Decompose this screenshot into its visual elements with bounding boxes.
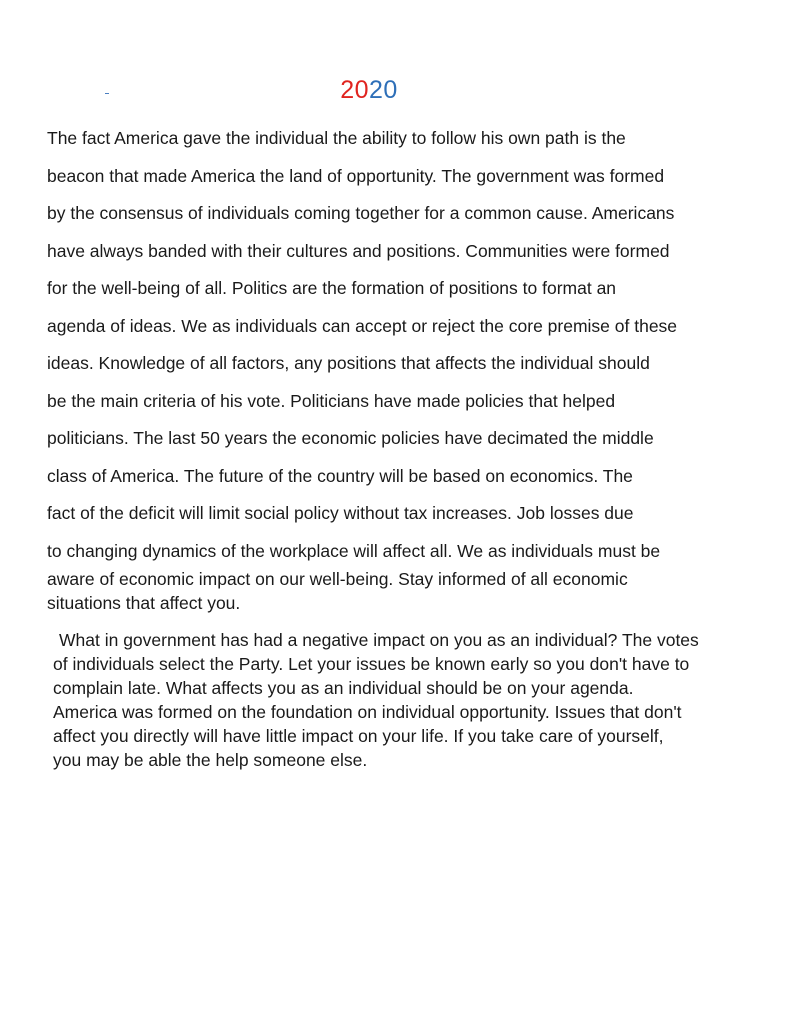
text-line: agenda of ideas. We as individuals can accept or reject the core premise of these: [47, 315, 678, 336]
text-line: aware of economic impact on our well-being. Stay informed of all economic: [47, 569, 628, 589]
text-line: America was formed on the foundation on individual opportunity. Issues that don't: [53, 702, 682, 722]
text-line: of individuals select the Party. Let your issues be known early so you don't have to: [53, 654, 690, 674]
text-line: you may be able the help someone else.: [53, 750, 368, 770]
paragraph-1-tail: [47, 568, 767, 615]
text-line: situations that affect you.: [47, 592, 241, 613]
text-line: be the main criteria of his vote. Politicians have made policies that helped: [47, 390, 616, 411]
text-line: What in government has had a negative impact on you as an individual? The votes: [59, 630, 699, 650]
text-line: The fact America gave the individual the ability to follow his own path is the: [47, 128, 626, 148]
text-line: politicians. The last 50 years the economic policies have decimated the middle: [47, 428, 654, 448]
text-line: class of America. The future of the country will be based on economics. The: [47, 465, 633, 486]
text-line: complain late. What affects you as an individual should be on your agenda.: [53, 678, 634, 698]
text-line: to changing dynamics of the workplace will affect all. We as individuals must be: [47, 540, 661, 561]
title-part-blue: 20: [369, 76, 398, 104]
page-title: [0, 74, 738, 106]
text-line: for the well-being of all. Politics are the formation of positions to format an: [47, 278, 617, 298]
text-line: by the consensus of individuals coming together for a common cause. Americans: [47, 203, 675, 223]
text-line: beacon that made America the land of opportunity. The government was formed: [47, 165, 665, 186]
paragraph-2: [47, 628, 767, 772]
text-line: have always banded with their cultures and positions. Communities were formed: [47, 240, 670, 261]
paragraph-1: [47, 120, 767, 570]
text-line: affect you directly will have little impact on your life. If you take care of yourself,: [53, 726, 664, 746]
text-line: fact of the deficit will limit social policy without tax increases. Job losses due: [47, 503, 634, 523]
text-line: ideas. Knowledge of all factors, any positions that affects the individual should: [47, 353, 650, 373]
title-part-red: 20: [340, 76, 369, 104]
